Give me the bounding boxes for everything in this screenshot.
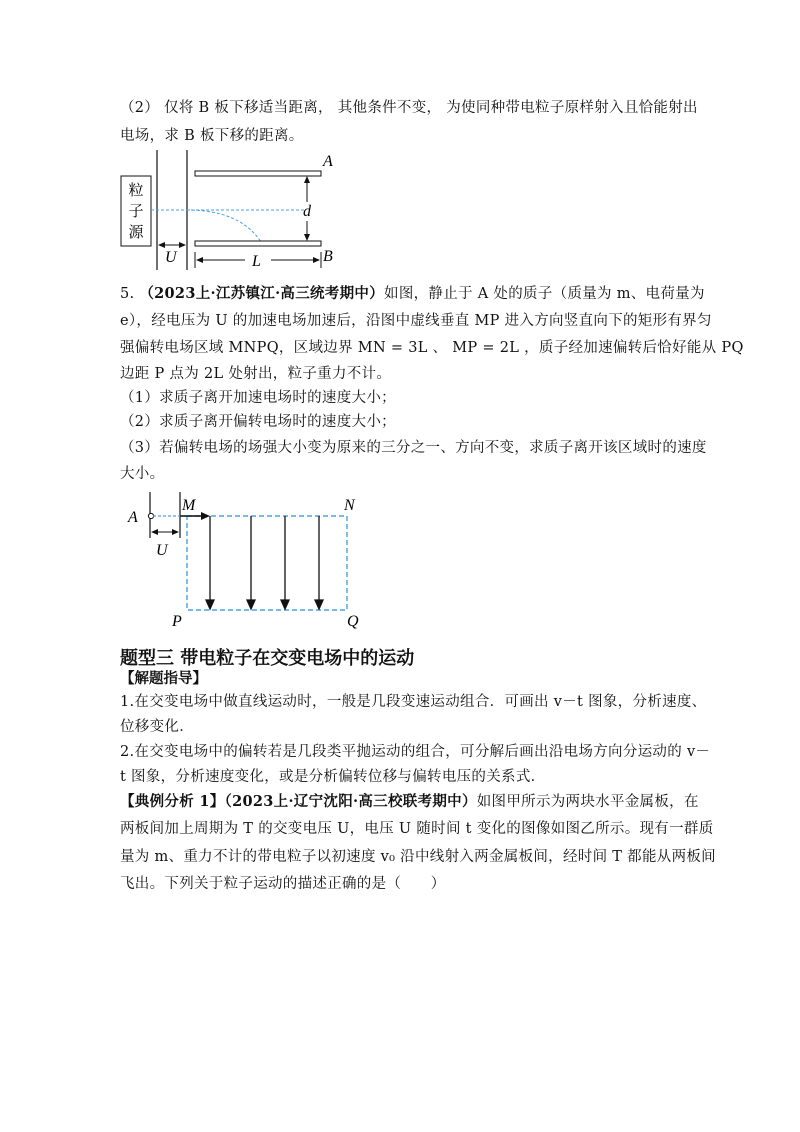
example-label: 【典例分析 1】 bbox=[120, 793, 225, 810]
label-N: N bbox=[344, 497, 355, 514]
label-d: d bbox=[303, 203, 311, 220]
q5-sub3-line1: （3）若偏转电场的场强大小变为原来的三分之一、方向不变，求质子离开该区域时的速度 bbox=[120, 440, 707, 456]
label-P: P bbox=[172, 613, 182, 630]
q5-line1 bbox=[120, 282, 705, 303]
label-A: A bbox=[128, 509, 138, 526]
example-line4: 飞出。下列关于粒子运动的描述正确的是（ ） bbox=[120, 876, 446, 892]
guide-p1-line1: 1.在交变电场中做直线运动时，一般是几段变速运动组合．可画出 v－t 图象，分析速度、 bbox=[120, 694, 707, 710]
label-U: U bbox=[156, 542, 168, 559]
source-char-2: 子 bbox=[128, 204, 144, 220]
q5-source: （2023上·江苏镇江·高三统考期中） bbox=[139, 285, 385, 302]
example-line1-text: 如图甲所示为两块水平金属板，在 bbox=[476, 794, 699, 810]
q5-sub2: （2）求质子离开偏转电场时的速度大小； bbox=[120, 414, 396, 430]
q5-line1-text: 如图，静止于 A 处的质子（质量为 m、电荷量为 bbox=[384, 286, 705, 302]
example-line3: 量为 m、重力不计的带电粒子以初速度 v₀ 沿中线射入两金属板间，经时间 T 都能从两板间 bbox=[120, 849, 716, 865]
label-Q: Q bbox=[347, 613, 359, 630]
q5-sub3-line2: 大小。 bbox=[120, 466, 165, 482]
point-A bbox=[148, 513, 153, 518]
label-L: L bbox=[252, 253, 261, 270]
q4-part2-line2: 电场，求 B 板下移的距离。 bbox=[120, 128, 304, 144]
section3-title: 题型三 带电粒子在交变电场中的运动 bbox=[120, 648, 415, 669]
label-M: M bbox=[182, 497, 196, 514]
guide-label: 【解题指导】 bbox=[120, 670, 207, 687]
figure-deflection-plates bbox=[115, 148, 345, 273]
example-line2: 两板间加上周期为 T 的交变电压 U，电压 U 随时间 t 变化的图像如图乙所示。现有一群质 bbox=[120, 821, 714, 837]
q5-line4: 边距 P 点为 2L 处射出，粒子重力不计。 bbox=[120, 366, 392, 382]
q5-sub1: （1）求质子离开加速电场时的速度大小； bbox=[120, 390, 396, 406]
label-U: U bbox=[165, 249, 177, 266]
field-lines bbox=[206, 516, 323, 609]
source-char-1: 粒 bbox=[128, 183, 144, 199]
guide-p1-line2: 位移变化． bbox=[120, 719, 194, 735]
q4-part2-line1: （2） 仅将 B 板下移适当距离， 其他条件不变， 为使同种带电粒子原样射入且恰能射出 bbox=[120, 100, 698, 116]
field-rect-MNPQ bbox=[187, 516, 347, 610]
guide-p2-line1: 2.在交变电场中的偏转若是几段类平抛运动的组合，可分解后画出沿电场方向分运动的 v－ bbox=[120, 744, 711, 760]
example-line1 bbox=[120, 790, 699, 811]
label-plate-B: B bbox=[323, 248, 333, 265]
q5-line2: e），经电压为 U 的加速电场加速后，沿图中虚线垂直 MP 进入方向竖直向下的矩形有界匀 bbox=[120, 313, 712, 329]
example-source: （2023上·辽宁沈阳·高三校联考期中） bbox=[224, 793, 477, 810]
label-plate-A: A bbox=[323, 153, 333, 170]
figure-field-region bbox=[120, 488, 360, 628]
q5-number: 5. bbox=[120, 286, 135, 302]
q5-line3: 强偏转电场区域 MNPQ，区域边界 MN = 3L 、 MP = 2L ，质子经加速偏转后恰好能从 PQ bbox=[120, 340, 744, 356]
guide-p2-line2: t 图象，分析速度变化，或是分析偏转位移与偏转电压的关系式． bbox=[120, 769, 546, 785]
source-char-3: 源 bbox=[128, 225, 144, 241]
